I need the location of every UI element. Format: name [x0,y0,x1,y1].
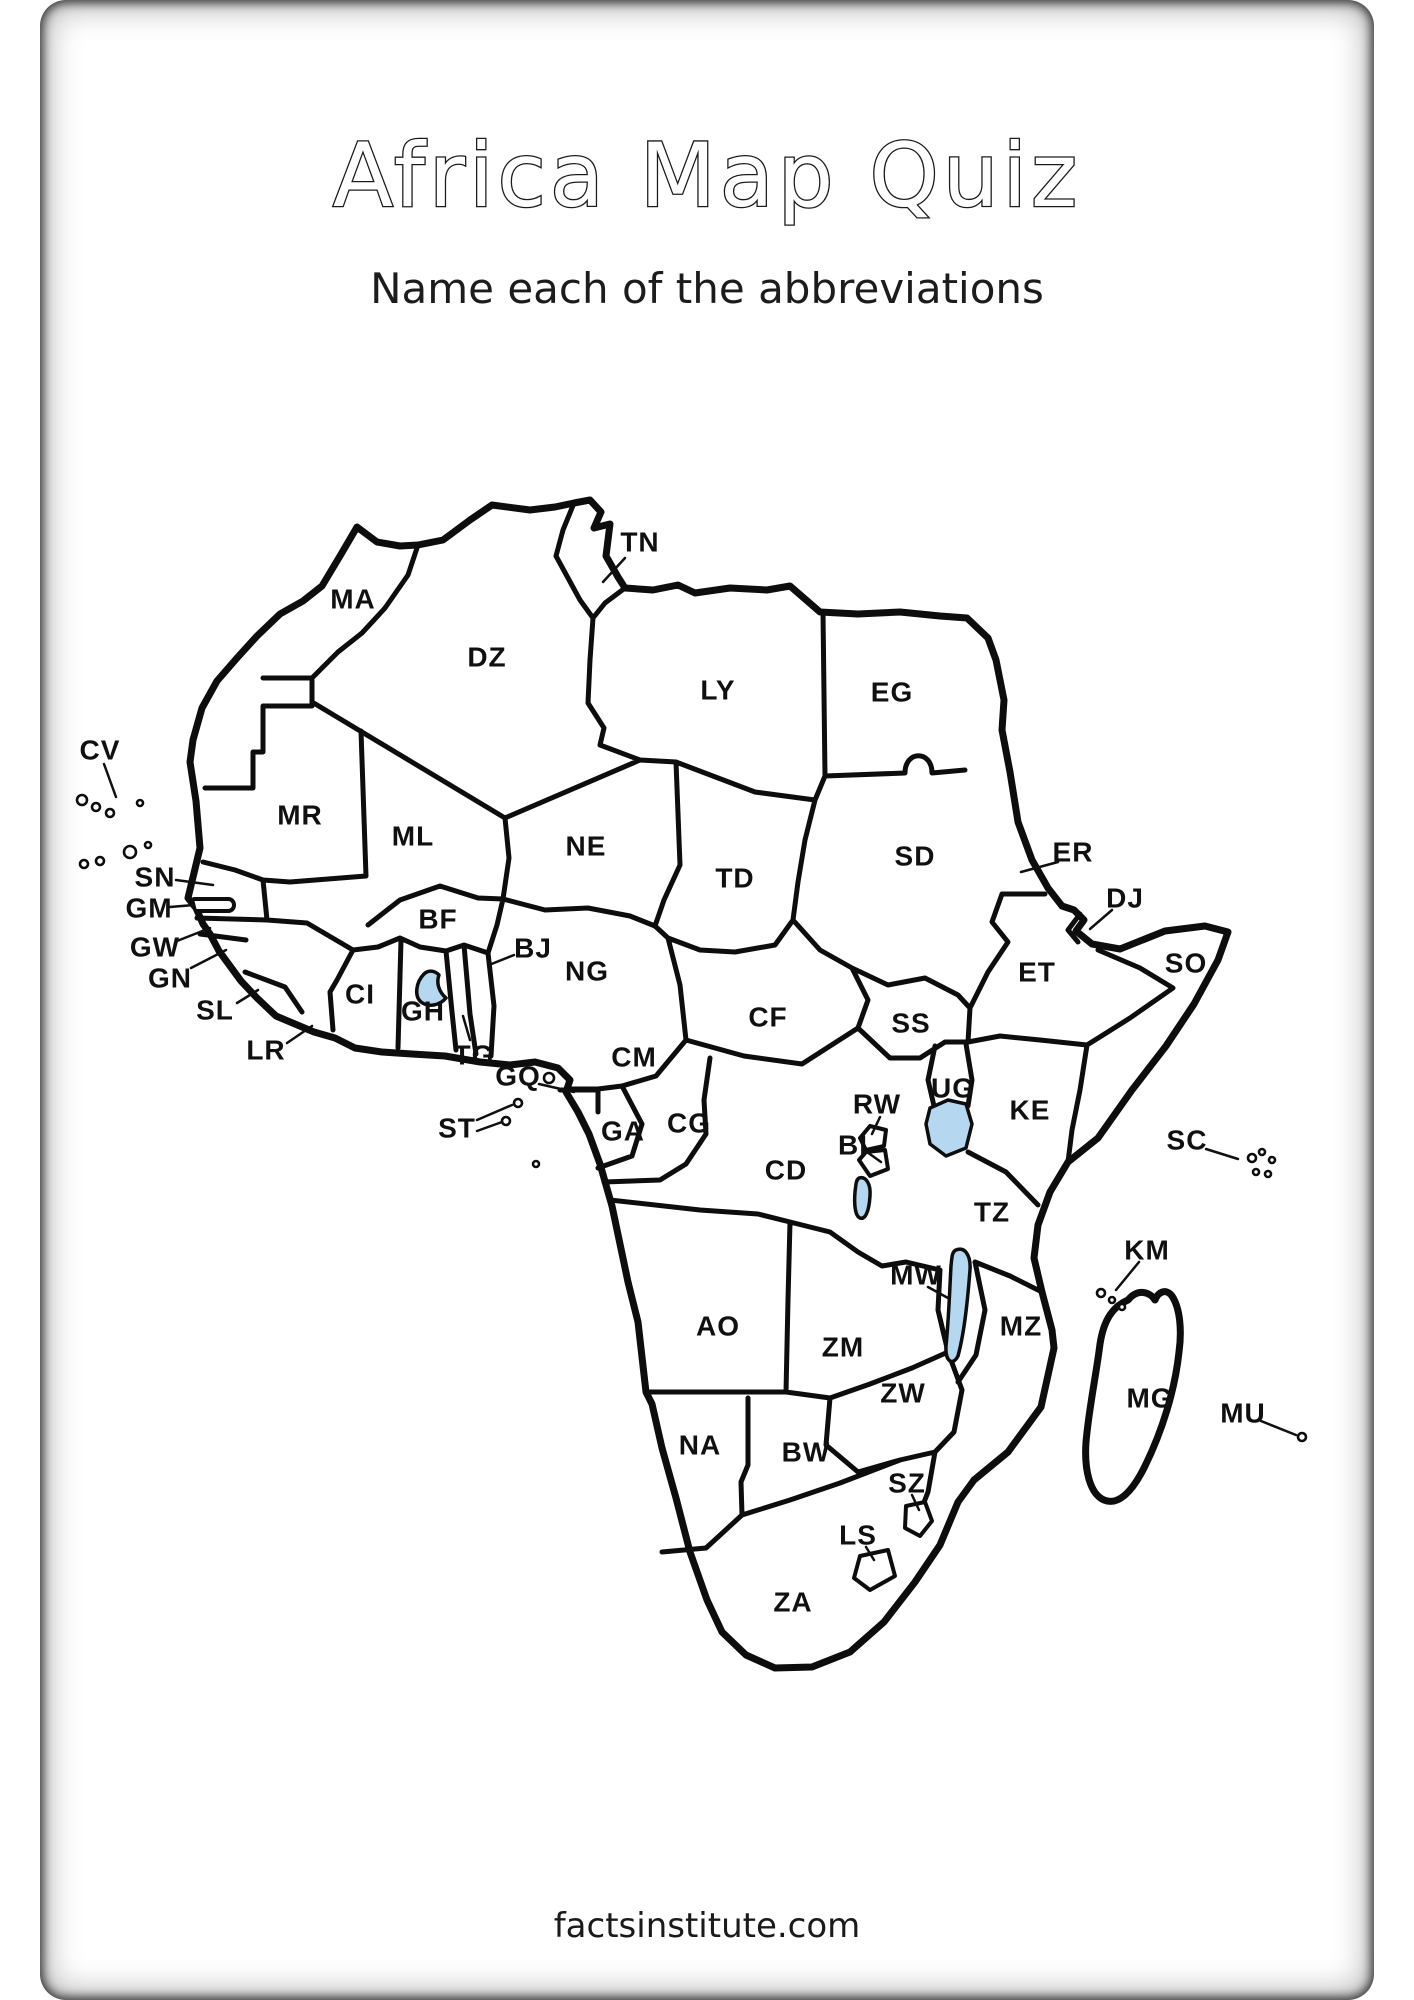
footer-url: factsinstitute.com [553,1906,861,1946]
leader-line-st [477,1122,502,1131]
map-label-za: ZA [773,1586,813,1618]
map-label-ss: SS [891,1007,931,1039]
map-label-na: NA [678,1429,722,1461]
map-label-gm: GM [125,892,173,924]
map-label-gn: GN [148,962,192,994]
map-label-mg: MG [1126,1382,1174,1414]
map-label-so: SO [1164,947,1208,979]
map-label-rw: RW [852,1088,902,1120]
map-label-km: KM [1124,1234,1170,1266]
map-label-ma: MA [330,583,376,615]
map-label-et: ET [1018,956,1056,988]
map-label-ga: GA [601,1115,645,1147]
map-label-zm: ZM [821,1331,865,1363]
subtitle: Name each of the abbreviations [370,264,1044,313]
seychelles-islands [1248,1149,1275,1177]
map-label-dz: DZ [467,641,507,673]
map-label-ug: UG [931,1072,975,1104]
leader-line-cv [104,764,116,797]
map-label-tz: TZ [973,1196,1011,1228]
map-label-ao: AO [696,1310,740,1342]
gambia-sliver [194,899,234,911]
map-label-tg: TG [453,1039,495,1071]
map-label-cv: CV [79,734,121,766]
map-label-gh: GH [401,995,445,1027]
map-label-lr: LR [246,1034,286,1066]
map-label-td: TD [715,862,755,894]
map-label-cg: CG [667,1107,711,1139]
map-label-bi: BI [838,1129,868,1161]
map-label-mu: MU [1220,1397,1266,1429]
map-label-gw: GW [129,931,181,963]
map-label-er: ER [1052,836,1094,868]
map-label-ls: LS [839,1519,877,1551]
map-label-ne: NE [565,830,607,862]
leader-line-mu [1261,1421,1296,1435]
map-label-bj: BJ [514,932,552,964]
map-label-st: ST [438,1112,476,1144]
map-label-bw: BW [781,1436,831,1468]
map-label-gq: GQ [495,1060,541,1092]
lake-victoria [926,1100,972,1156]
map-label-cf: CF [748,1001,788,1033]
map-label-sn: SN [134,861,176,893]
map-label-sz: SZ [888,1467,926,1499]
map-label-dj: DJ [1106,882,1144,914]
map-label-sd: SD [894,840,936,872]
leader-line-km [1116,1262,1139,1290]
map-label-mw: MW [890,1259,942,1291]
map-label-ml: ML [391,820,435,852]
map-label-ng: NG [565,955,609,987]
leader-line-sc [1206,1149,1238,1159]
map-label-tn: TN [620,526,660,558]
leader-line-gm [170,905,194,907]
map-label-ke: KE [1009,1094,1051,1126]
map-label-sl: SL [196,994,234,1026]
map-label-mz: MZ [999,1310,1043,1342]
map-label-eg: EG [870,676,914,708]
map-label-mr: MR [277,799,323,831]
map-label-zw: ZW [880,1377,926,1409]
comoros-islands [1097,1289,1125,1310]
map-label-ci: CI [345,978,375,1010]
map-label-cd: CD [764,1154,808,1186]
map-artwork [77,500,1306,1668]
map-label-bf: BF [418,903,458,935]
map-label-cm: CM [611,1041,657,1073]
lake-tanganyika [855,1178,870,1219]
mauritius-island [1298,1433,1306,1441]
cape-verde-islands [77,795,151,868]
page-title: Africa Map Quiz [332,124,1082,227]
map-label-ly: LY [700,674,736,706]
map-label-sc: SC [1166,1124,1208,1156]
